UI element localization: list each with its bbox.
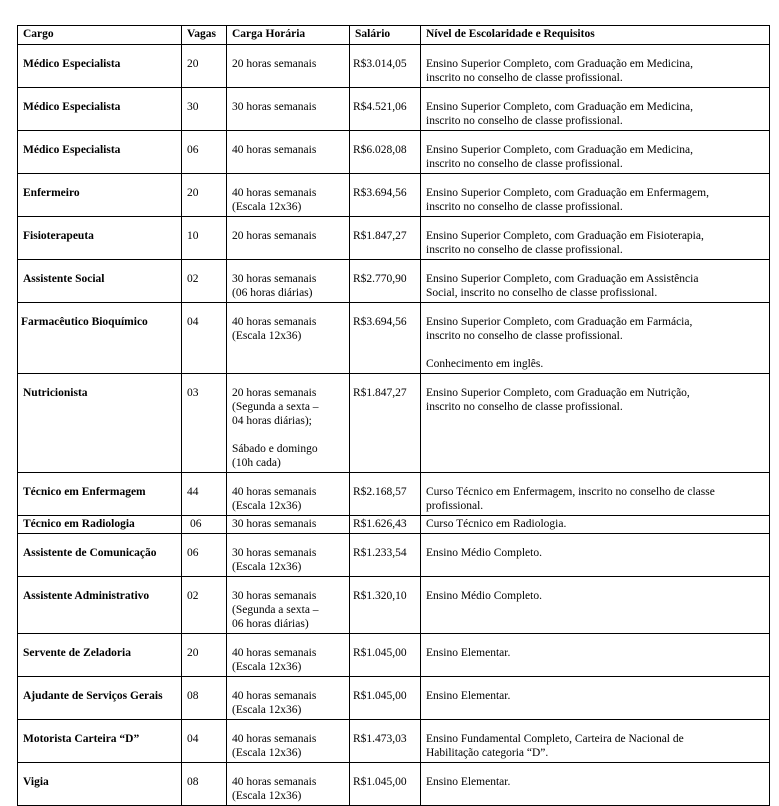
cell-carga — [227, 88, 350, 131]
cell-salario: R$3.694,56 — [350, 174, 421, 217]
cell-vagas: 08 — [182, 677, 227, 720]
nivel-line: Ensino Superior Completo, com Graduação em Fisioterapia, — [426, 230, 704, 242]
carga-line: 30 horas semanais — [232, 101, 317, 113]
header-carga: Carga Horária — [227, 26, 350, 45]
carga-line: (Segunda a sexta – — [232, 604, 319, 616]
cell-vagas: 30 — [182, 88, 227, 131]
cell-vagas: 02 — [182, 577, 227, 634]
carga-line: 40 horas semanais — [232, 647, 317, 659]
cell-nivel — [421, 174, 770, 217]
table-row — [18, 516, 770, 534]
carga-line: (Escala 12x36) — [232, 704, 302, 716]
nivel-line: Ensino Elementar. — [426, 690, 511, 702]
cell-nivel — [421, 473, 770, 516]
cell-cargo: Enfermeiro — [18, 174, 182, 217]
carga-line: (06 horas diárias) — [232, 287, 313, 299]
nivel-line: Ensino Superior Completo, com Graduação em Medicina, — [426, 58, 693, 70]
table-row — [18, 88, 770, 131]
nivel-line: inscrito no conselho de classe profissional. — [426, 158, 623, 170]
cell-vagas: 04 — [182, 720, 227, 763]
table-row — [18, 217, 770, 260]
cell-cargo: Servente de Zeladoria — [18, 634, 182, 677]
cell-salario: R$1.626,43 — [350, 516, 421, 534]
nivel-line: Ensino Elementar. — [426, 776, 511, 788]
nivel-extra-line: Conhecimento em inglês. — [426, 358, 544, 370]
cell-salario: R$1.045,00 — [350, 677, 421, 720]
table-row — [18, 45, 770, 88]
cell-salario: R$1.847,27 — [350, 374, 421, 473]
cell-cargo: Vigia — [18, 763, 182, 806]
cell-vagas: 06 — [182, 131, 227, 174]
cell-carga — [227, 45, 350, 88]
cell-carga — [227, 534, 350, 577]
nivel-line: Ensino Elementar. — [426, 647, 511, 659]
nivel-line: inscrito no conselho de classe profissional. — [426, 115, 623, 127]
cell-nivel — [421, 374, 770, 473]
cell-vagas: 02 — [182, 260, 227, 303]
carga-line: (Escala 12x36) — [232, 201, 302, 213]
nivel-line: Ensino Superior Completo, com Graduação em Nutrição, — [426, 387, 690, 399]
table-row — [18, 634, 770, 677]
carga-line: 30 horas semanais — [232, 590, 317, 602]
cell-salario: R$4.521,06 — [350, 88, 421, 131]
table-row — [18, 720, 770, 763]
nivel-line: profissional. — [426, 500, 484, 512]
table-row — [18, 303, 770, 374]
nivel-line: Ensino Superior Completo, com Graduação em Medicina, — [426, 144, 693, 156]
cell-carga — [227, 174, 350, 217]
carga-line: 40 horas semanais — [232, 733, 317, 745]
cell-nivel — [421, 763, 770, 806]
cell-carga — [227, 677, 350, 720]
nivel-line: inscrito no conselho de classe profissional. — [426, 72, 623, 84]
table-row — [18, 174, 770, 217]
nivel-line: Ensino Médio Completo. — [426, 547, 542, 559]
cell-carga — [227, 303, 350, 374]
cell-salario: R$1.473,03 — [350, 720, 421, 763]
cell-salario: R$1.233,54 — [350, 534, 421, 577]
cell-carga — [227, 577, 350, 634]
cell-nivel — [421, 88, 770, 131]
cell-vagas: 06 — [182, 516, 227, 534]
cell-carga — [227, 260, 350, 303]
carga-line: 40 horas semanais — [232, 187, 317, 199]
cell-salario: R$1.045,00 — [350, 634, 421, 677]
cell-nivel — [421, 131, 770, 174]
cell-nivel — [421, 534, 770, 577]
carga-line: 20 horas semanais — [232, 230, 317, 242]
carga-line: (Escala 12x36) — [232, 790, 302, 802]
cell-cargo: Médico Especialista — [18, 131, 182, 174]
carga-line: (Escala 12x36) — [232, 747, 302, 759]
cell-vagas: 06 — [182, 534, 227, 577]
cell-carga — [227, 131, 350, 174]
table-row — [18, 473, 770, 516]
positions-table — [17, 25, 770, 806]
cell-salario: R$1.847,27 — [350, 217, 421, 260]
cell-vagas: 20 — [182, 634, 227, 677]
header-nivel: Nível de Escolaridade e Requisitos — [421, 26, 770, 45]
cell-vagas: 20 — [182, 45, 227, 88]
nivel-line: Ensino Médio Completo. — [426, 590, 542, 602]
cell-vagas: 03 — [182, 374, 227, 473]
table-header-row — [18, 26, 770, 45]
table-row — [18, 131, 770, 174]
cell-nivel — [421, 720, 770, 763]
cell-cargo: Motorista Carteira “D” — [18, 720, 182, 763]
carga-line: 30 horas semanais — [232, 273, 317, 285]
positions-table-wrapper — [17, 25, 770, 806]
carga-line: 06 horas diárias) — [232, 618, 309, 630]
nivel-line: Curso Técnico em Radiologia. — [426, 518, 567, 530]
nivel-line: inscrito no conselho de classe profissional. — [426, 401, 623, 413]
cell-cargo: Médico Especialista — [18, 45, 182, 88]
nivel-line: Habilitação categoria “D”. — [426, 747, 549, 759]
carga-line: 30 horas semanais — [232, 547, 317, 559]
cell-salario: R$3.014,05 — [350, 45, 421, 88]
cell-salario: R$2.770,90 — [350, 260, 421, 303]
cell-salario: R$3.694,56 — [350, 303, 421, 374]
carga-line: 40 horas semanais — [232, 316, 317, 328]
cell-nivel — [421, 217, 770, 260]
cell-cargo: Farmacêutico Bioquímico — [18, 303, 182, 374]
cell-cargo: Técnico em Enfermagem — [18, 473, 182, 516]
nivel-line: Ensino Superior Completo, com Graduação em Assistência — [426, 273, 699, 285]
nivel-line: Ensino Superior Completo, com Graduação em Enfermagem, — [426, 187, 709, 199]
cell-salario: R$6.028,08 — [350, 131, 421, 174]
carga-line: (Escala 12x36) — [232, 500, 302, 512]
nivel-line: Curso Técnico em Enfermagem, inscrito no conselho de classe — [426, 486, 715, 498]
table-row — [18, 374, 770, 473]
table-row — [18, 534, 770, 577]
carga-line: 40 horas semanais — [232, 776, 317, 788]
cell-salario: R$1.045,00 — [350, 763, 421, 806]
cell-carga — [227, 374, 350, 473]
nivel-line: Ensino Superior Completo, com Graduação em Farmácia, — [426, 316, 693, 328]
cell-cargo: Fisioterapeuta — [18, 217, 182, 260]
cell-carga — [227, 763, 350, 806]
cell-carga — [227, 473, 350, 516]
carga-line: 30 horas semanais — [232, 518, 317, 530]
cell-cargo: Médico Especialista — [18, 88, 182, 131]
carga-line: 04 horas diárias); — [232, 415, 312, 427]
cell-salario: R$2.168,57 — [350, 473, 421, 516]
cell-nivel — [421, 634, 770, 677]
carga-line: 20 horas semanais — [232, 387, 317, 399]
cell-vagas: 04 — [182, 303, 227, 374]
table-row — [18, 763, 770, 806]
cell-vagas: 08 — [182, 763, 227, 806]
cell-salario: R$1.320,10 — [350, 577, 421, 634]
cell-cargo: Assistente Social — [18, 260, 182, 303]
header-vagas: Vagas — [182, 26, 227, 45]
cell-nivel — [421, 303, 770, 374]
cell-nivel — [421, 260, 770, 303]
carga-extra-line: Sábado e domingo — [232, 443, 318, 455]
cell-carga — [227, 217, 350, 260]
carga-line: (Segunda a sexta – — [232, 401, 319, 413]
cell-cargo: Assistente Administrativo — [18, 577, 182, 634]
carga-line: 20 horas semanais — [232, 58, 317, 70]
nivel-line: Social, inscrito no conselho de classe profissional. — [426, 287, 658, 299]
cell-vagas: 10 — [182, 217, 227, 260]
nivel-line: Ensino Superior Completo, com Graduação em Medicina, — [426, 101, 693, 113]
carga-extra-line: (10h cada) — [232, 457, 281, 469]
cell-cargo: Nutricionista — [18, 374, 182, 473]
nivel-line: Ensino Fundamental Completo, Carteira de Nacional de — [426, 733, 684, 745]
cell-vagas: 20 — [182, 174, 227, 217]
table-row — [18, 677, 770, 720]
cell-cargo: Técnico em Radiologia — [18, 516, 182, 534]
cell-nivel — [421, 516, 770, 534]
table-row — [18, 260, 770, 303]
cell-nivel — [421, 577, 770, 634]
nivel-line: inscrito no conselho de classe profissional. — [426, 201, 623, 213]
cell-carga — [227, 634, 350, 677]
header-cargo: Cargo — [18, 26, 182, 45]
header-salario: Salário — [350, 26, 421, 45]
cell-nivel — [421, 45, 770, 88]
table-row — [18, 577, 770, 634]
cell-carga — [227, 516, 350, 534]
carga-line: 40 horas semanais — [232, 690, 317, 702]
carga-line: (Escala 12x36) — [232, 661, 302, 673]
nivel-line: inscrito no conselho de classe profissional. — [426, 244, 623, 256]
carga-line: (Escala 12x36) — [232, 561, 302, 573]
cell-cargo: Assistente de Comunicação — [18, 534, 182, 577]
nivel-line: inscrito no conselho de classe profissional. — [426, 330, 623, 342]
carga-line: (Escala 12x36) — [232, 330, 302, 342]
cell-cargo: Ajudante de Serviços Gerais — [18, 677, 182, 720]
carga-line: 40 horas semanais — [232, 144, 317, 156]
cell-carga — [227, 720, 350, 763]
cell-nivel — [421, 677, 770, 720]
cell-vagas: 44 — [182, 473, 227, 516]
carga-line: 40 horas semanais — [232, 486, 317, 498]
